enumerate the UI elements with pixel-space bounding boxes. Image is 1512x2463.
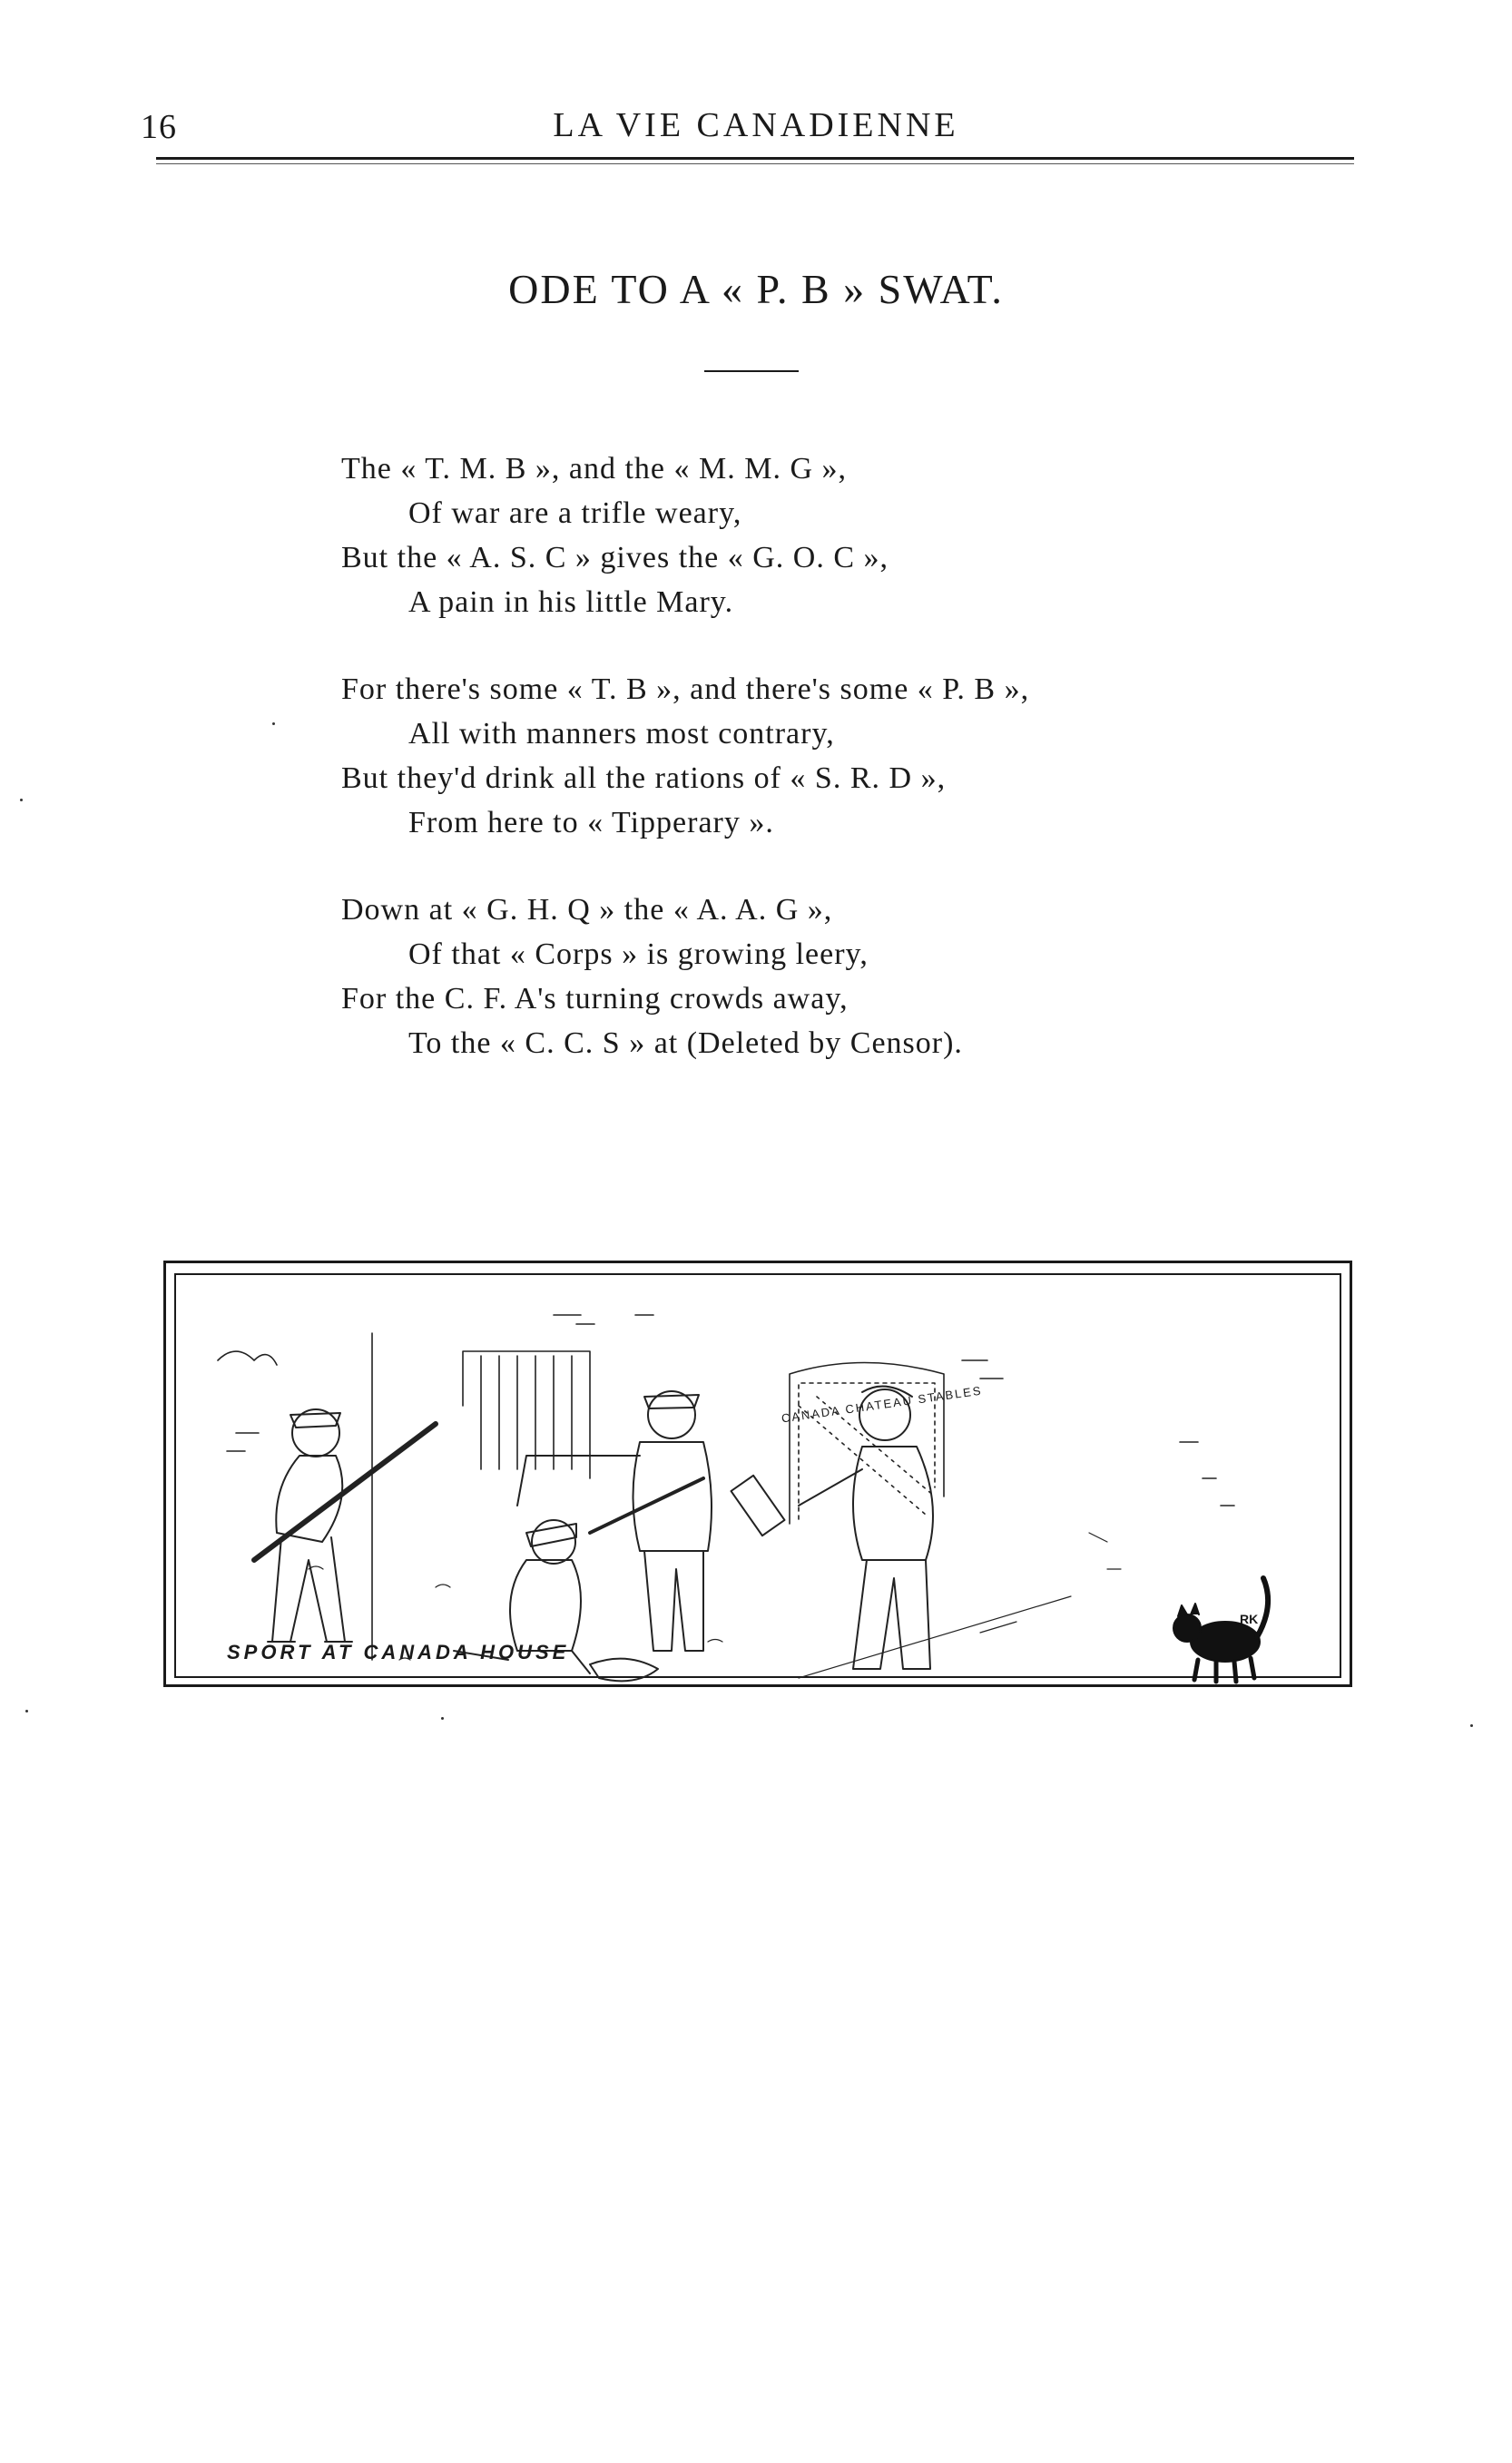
print-speck <box>441 1717 444 1720</box>
title-divider <box>704 370 799 372</box>
print-speck <box>25 1710 28 1712</box>
cartoon-illustration <box>163 1261 1352 1687</box>
header-rule-thin <box>156 163 1354 164</box>
poem-line: The « T. M. B », and the « M. M. G », <box>341 452 848 486</box>
building-drawing <box>218 1315 1234 1660</box>
figure-left-soldier <box>254 1409 436 1642</box>
running-head: LA VIE CANADIENNE <box>553 106 959 144</box>
poem-line: From here to « Tipperary ». <box>408 806 774 839</box>
poem-body <box>341 446 1029 1108</box>
stanza-3 <box>341 888 1029 1065</box>
poem-line: Of war are a trifle weary, <box>408 496 742 530</box>
stanza-2 <box>341 667 1029 845</box>
print-speck <box>1470 1724 1473 1727</box>
print-speck <box>272 722 275 725</box>
illustration-caption: SPORT AT CANADA HOUSE <box>227 1641 570 1663</box>
print-speck <box>20 799 23 801</box>
poem-line: All with manners most contrary, <box>408 717 835 751</box>
page-number: 16 <box>141 108 177 146</box>
poem-line: Of that « Corps » is growing leery, <box>408 937 869 971</box>
cat-drawing <box>1173 1578 1268 1682</box>
figure-right-soldier <box>731 1387 933 1669</box>
poem-line: To the « C. C. S » at (Deleted by Censor). <box>408 1026 963 1060</box>
stable-sign-text: CANADA CHATEAU STABLES <box>781 1383 984 1426</box>
poem-line: But the « A. S. C » gives the « G. O. C », <box>341 541 889 574</box>
poem-line: Down at « G. H. Q » the « A. A. G », <box>341 893 833 927</box>
poem-line: A pain in his little Mary. <box>408 585 734 619</box>
poem-line: But they'd drink all the rations of « S. R. D », <box>341 761 947 795</box>
poem-title: ODE TO A « P. B » SWAT. <box>508 266 1004 312</box>
poem-line: For the C. F. A's turning crowds away, <box>341 982 849 1016</box>
poem-line: For there's some « T. B », and there's some « P. B », <box>341 672 1030 706</box>
stanza-1 <box>341 446 1029 624</box>
header-rule <box>156 157 1354 160</box>
artist-signature: RK <box>1240 1612 1259 1626</box>
